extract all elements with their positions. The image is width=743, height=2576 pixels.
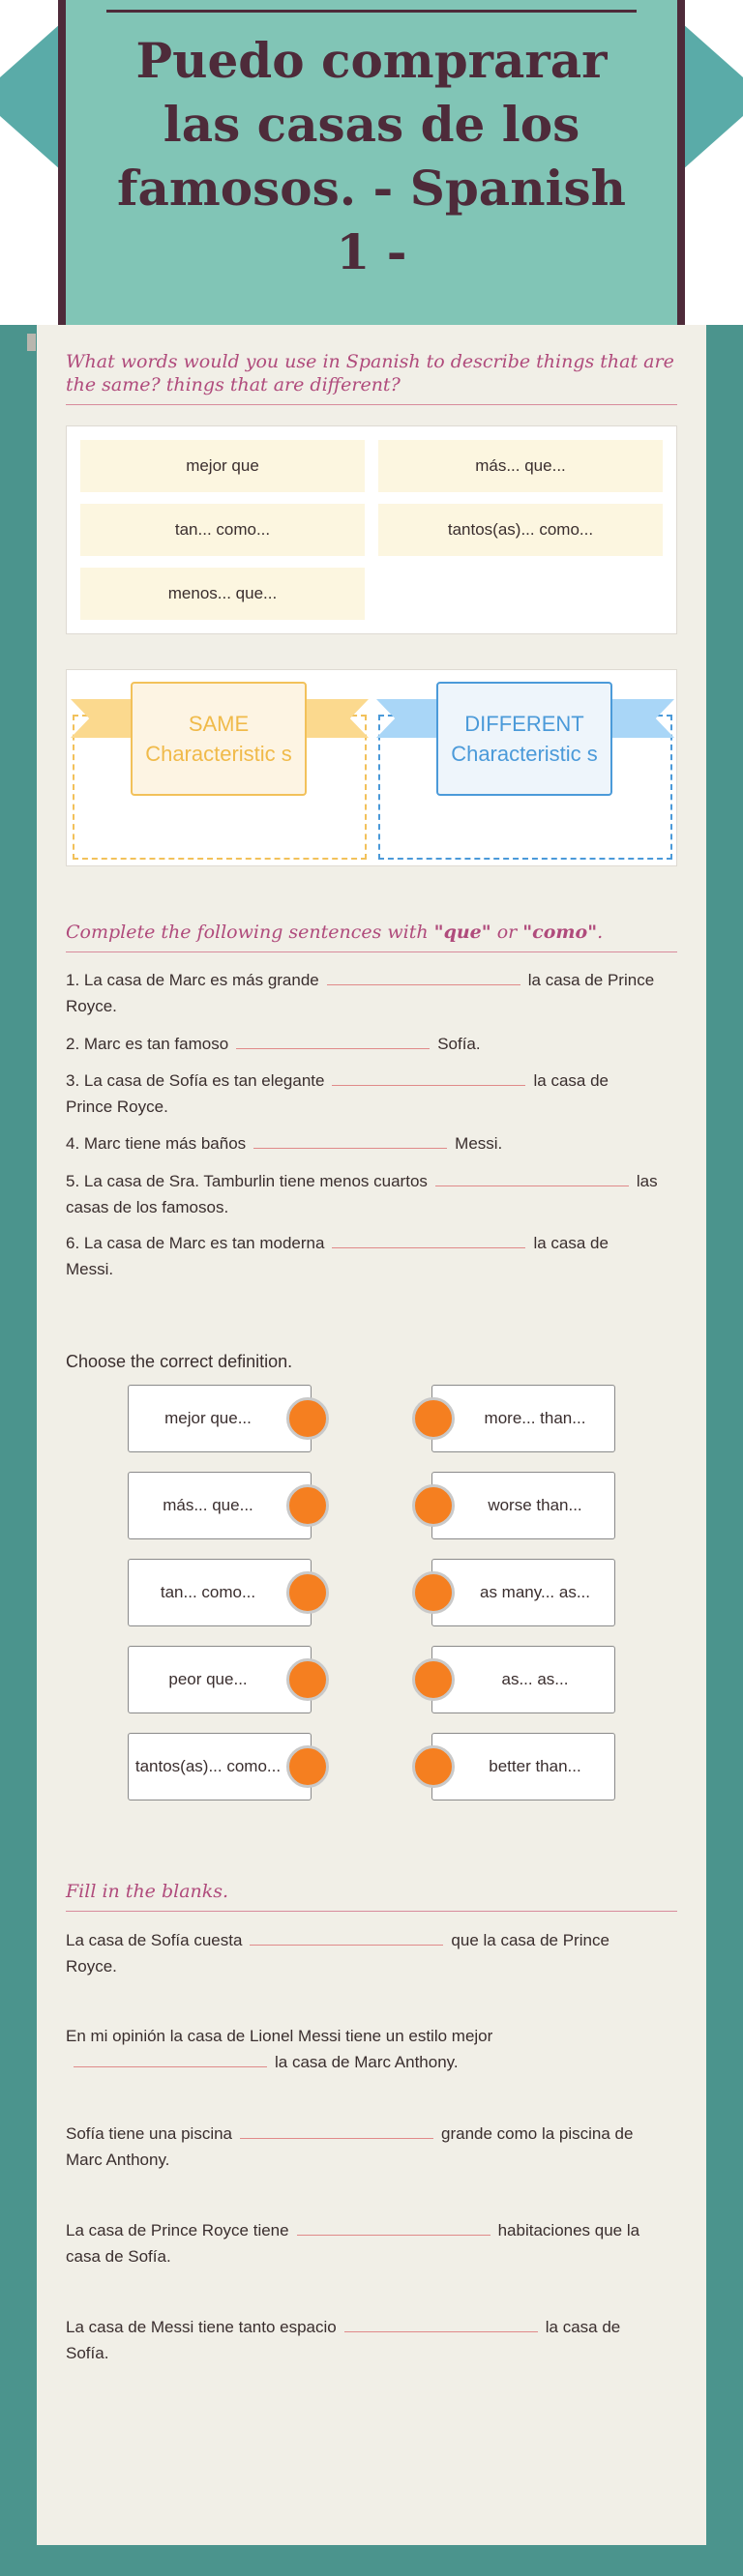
fill-item xyxy=(66,1927,658,1979)
ribbon-tail xyxy=(376,699,438,738)
match-definition[interactable]: as... as... xyxy=(431,1646,615,1713)
different-ribbon xyxy=(376,682,686,766)
sentence-text: Sofía. xyxy=(437,1035,481,1053)
match-definition[interactable]: as many... as... xyxy=(431,1559,615,1626)
ribbon-tail xyxy=(71,699,133,738)
sentence-item xyxy=(66,1168,658,1220)
word-chip[interactable]: más... que... xyxy=(378,440,663,492)
sentence-text: La casa de Messi tiene tanto espacio xyxy=(66,2318,337,2336)
match-definition[interactable]: worse than... xyxy=(431,1472,615,1539)
sentence-text: la casa de Marc Anthony. xyxy=(275,2053,459,2071)
match-connector-dot[interactable] xyxy=(412,1397,455,1440)
title-como: "como" xyxy=(522,922,598,943)
answer-blank[interactable] xyxy=(332,1069,525,1086)
section-fill-title: Fill in the blanks. xyxy=(66,1880,677,1912)
title-rule xyxy=(106,10,637,13)
sentence-text: 2. Marc es tan famoso xyxy=(66,1035,229,1053)
word-chip[interactable]: tantos(as)... como... xyxy=(378,504,663,556)
different-label: DIFFERENT Characteristic s xyxy=(436,682,612,796)
match-connector-dot[interactable] xyxy=(412,1571,455,1614)
sentence-text: la casa de Sofía. xyxy=(66,2318,621,2362)
match-term[interactable]: peor que... xyxy=(128,1646,312,1713)
match-term[interactable]: más... que... xyxy=(128,1472,312,1539)
fill-item xyxy=(66,2217,658,2269)
answer-blank[interactable] xyxy=(332,1232,525,1248)
sentence-text: la casa de Prince Royce. xyxy=(66,971,655,1015)
match-definition[interactable]: better than... xyxy=(431,1733,615,1800)
match-definition[interactable]: more... than... xyxy=(431,1385,615,1452)
answer-blank[interactable] xyxy=(74,2051,267,2067)
match-connector-dot[interactable] xyxy=(412,1658,455,1701)
sentence-text: que la casa de Prince Royce. xyxy=(66,1931,609,1976)
answer-blank[interactable] xyxy=(435,1170,629,1186)
match-term[interactable]: tantos(as)... como... xyxy=(128,1733,312,1800)
fill-item xyxy=(66,2121,658,2173)
match-term[interactable]: tan... como... xyxy=(128,1559,312,1626)
sentence-text: grande como la piscina de Marc Anthony. xyxy=(66,2124,634,2169)
sentence-text: 1. La casa de Marc es más grande xyxy=(66,971,319,989)
sentence-item xyxy=(66,1031,658,1057)
answer-blank[interactable] xyxy=(253,1132,447,1149)
fill-item xyxy=(66,2314,658,2366)
answer-blank[interactable] xyxy=(327,969,520,985)
sentence-text: Sofía tiene una piscina xyxy=(66,2124,233,2143)
matching-title: Choose the correct definition. xyxy=(66,1352,293,1371)
answer-blank[interactable] xyxy=(236,1033,430,1049)
match-connector-dot[interactable] xyxy=(286,1397,329,1440)
title-text: or xyxy=(490,922,523,943)
sentence-text: La casa de Sofía cuesta xyxy=(66,1931,243,1949)
word-bank xyxy=(66,425,677,634)
word-chip[interactable]: mejor que xyxy=(80,440,365,492)
sentence-item xyxy=(66,1130,658,1156)
page-title: Puedo comprarar las casas de los famosos. - Spanish 1 - xyxy=(116,32,627,280)
title-text: . xyxy=(597,922,604,943)
word-chip[interactable]: tan... como... xyxy=(80,504,365,556)
scroll-handle[interactable] xyxy=(27,334,36,351)
sentence-text: 4. Marc tiene más baños xyxy=(66,1134,247,1153)
sentence-item xyxy=(66,1068,658,1120)
match-connector-dot[interactable] xyxy=(286,1484,329,1527)
match-connector-dot[interactable] xyxy=(412,1484,455,1527)
sentence-text: 5. La casa de Sra. Tamburlin tiene menos cuartos xyxy=(66,1172,428,1190)
answer-blank[interactable] xyxy=(240,2122,433,2139)
sentence-text: 3. La casa de Sofía es tan elegante xyxy=(66,1071,325,1090)
word-chip[interactable]: menos... que... xyxy=(80,568,365,620)
section-question: What words would you use in Spanish to describe things that are the same? things that are different? xyxy=(66,350,677,405)
sentence-text: La casa de Prince Royce tiene xyxy=(66,2221,289,2239)
sentence-text: la casa de Messi. xyxy=(66,1234,609,1278)
answer-blank[interactable] xyxy=(297,2219,490,2236)
section-complete-title xyxy=(66,921,677,952)
sentence-item xyxy=(66,1230,658,1282)
match-connector-dot[interactable] xyxy=(286,1571,329,1614)
sort-area xyxy=(66,669,677,866)
fill-item xyxy=(66,2023,658,2075)
answer-blank[interactable] xyxy=(250,1929,443,1946)
sentence-text: la casa de Prince Royce. xyxy=(66,1071,609,1116)
sentence-text: Messi. xyxy=(455,1134,503,1153)
ribbon-tail xyxy=(612,699,674,738)
match-connector-dot[interactable] xyxy=(286,1745,329,1788)
answer-blank[interactable] xyxy=(344,2316,538,2332)
sentence-text: las casas de los famosos. xyxy=(66,1172,658,1216)
same-label: SAME Characteristic s xyxy=(131,682,307,796)
match-term[interactable]: mejor que... xyxy=(128,1385,312,1452)
title-text: Complete the following sentences with xyxy=(66,922,434,943)
sentence-text: En mi opinión la casa de Lionel Messi tiene un estilo mejor xyxy=(66,2027,493,2045)
sentence-text: habitaciones que la casa de Sofía. xyxy=(66,2221,640,2266)
header-banner xyxy=(0,0,743,325)
ribbon-tail xyxy=(307,699,369,738)
match-connector-dot[interactable] xyxy=(412,1745,455,1788)
match-connector-dot[interactable] xyxy=(286,1658,329,1701)
title-que: "que" xyxy=(433,922,491,943)
same-ribbon xyxy=(71,682,380,766)
sentence-text: 6. La casa de Marc es tan moderna xyxy=(66,1234,325,1252)
sentence-item xyxy=(66,967,658,1019)
title-card xyxy=(58,0,685,325)
